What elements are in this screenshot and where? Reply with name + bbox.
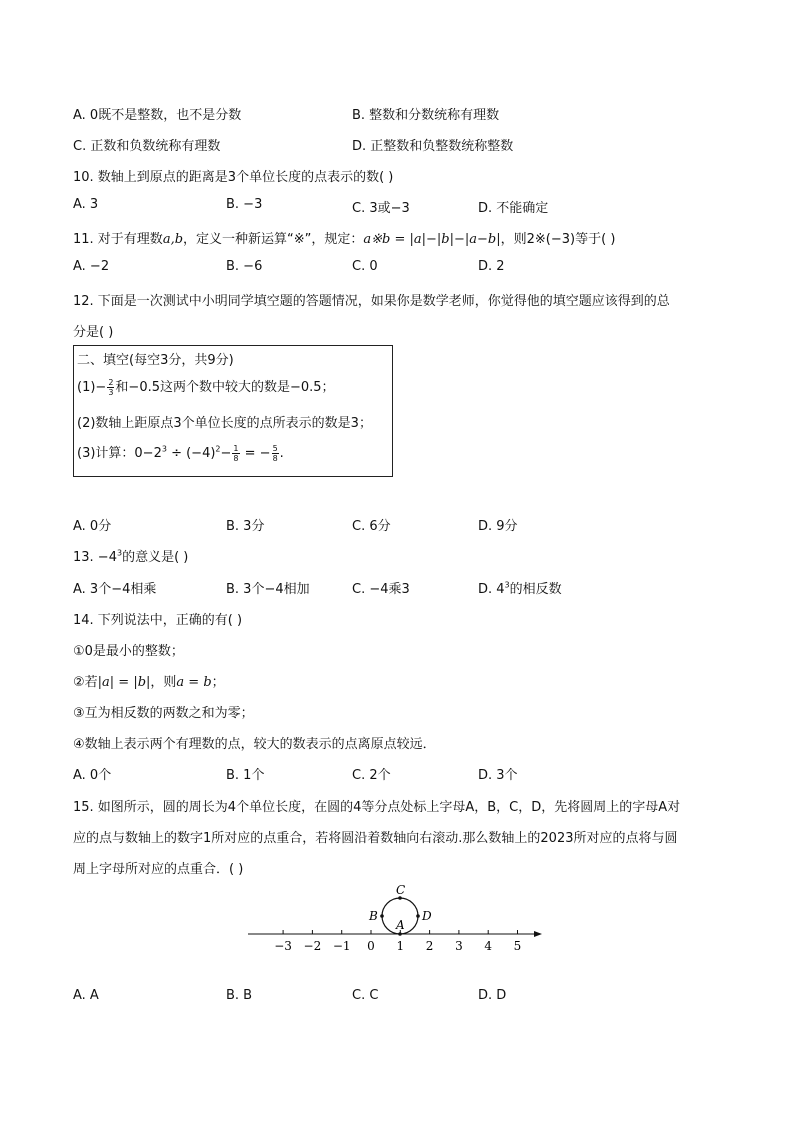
q15-option-b-text: B. B (226, 988, 253, 1003)
q15-option-d (478, 988, 506, 1003)
q9-option-d: D. 正整数和负整数统称整数 (352, 139, 514, 154)
q12-box-item2: (2)数轴上距原点3个单位长度的点所表示的数是3； (77, 416, 372, 431)
number-line-tick-label: −1 (332, 939, 351, 953)
q10-option-c: C. 3或−3 (352, 201, 410, 216)
q14-s2-formula2: a = b (176, 675, 212, 690)
q12-box-item3 (77, 442, 284, 463)
q12-item3-den2: 8 (272, 454, 278, 463)
label-b: B (369, 909, 378, 923)
q10-option-b: B. −3 (226, 197, 263, 212)
q12-item3-eq: = − (240, 446, 271, 461)
label-d: D (422, 909, 432, 923)
q9-option-a: A. 0既不是整数，也不是分数 (73, 108, 242, 123)
q12-item1-pre: (1) (77, 380, 96, 395)
point-b-dot (380, 914, 384, 918)
q14-s2-pre: ②若 (73, 675, 98, 690)
q14-option-a: A. 0个 (73, 768, 112, 783)
q14-statement-2 (73, 671, 225, 690)
q12-stem-line1: 12. 下面是一次测试中小明同学填空题的答题情况，如果你是数学老师，你觉得他的填空题应该得到的总 (73, 294, 670, 309)
q12-item3-pre: (3)计算：0−2 (77, 446, 162, 461)
q12-item3-den1: 8 (233, 454, 239, 463)
q12-item3-end: . (279, 446, 284, 461)
q12-item3-num1: 1 (233, 444, 239, 453)
q12-item3-minus: − (220, 446, 232, 461)
q12-item3-mid: ÷ (−4) (166, 446, 216, 461)
q14-stem: 14. 下列说法中，正确的有( ) (73, 613, 243, 628)
q14-s2-mid: ，则 (150, 675, 177, 690)
q12-box-title: 二、填空(每空3分，共9分) (77, 353, 234, 368)
q10-stem: 10. 数轴上到原点的距离是3个单位长度的点表示的数( ) (73, 170, 394, 185)
q15-stem-line3: 周上字母所对应的点重合．( ) (73, 862, 244, 877)
q13-stem (73, 546, 188, 565)
point-d-dot (416, 914, 420, 918)
number-line-tick-label: 5 (513, 939, 522, 953)
q13-stem-post: 的意义是( ) (122, 550, 189, 565)
q15-option-d-text: D. D (478, 988, 507, 1003)
number-line-arrow-icon (534, 931, 542, 937)
q14-s2-formula: |a| = |b| (97, 675, 151, 690)
number-line-tick-label: 0 (367, 939, 375, 953)
q15-option-a-text: A. A (73, 988, 99, 1003)
q12-item1-neg: − (95, 380, 107, 395)
q11-option-a: A. −2 (73, 259, 110, 274)
q13-stem-exp: 3 (116, 548, 123, 558)
q12-item3-exp: 3 (161, 444, 167, 454)
q11-stem-ab: a,b (162, 232, 184, 247)
q11-stem (73, 228, 615, 247)
q13-option-b: B. 3个−4相加 (226, 582, 310, 597)
q11-stem-b: ，定义一种新运算“※”，规定： (183, 232, 364, 247)
q12-item1-post: 和−0.5这两个数中较大的数是−0.5； (115, 380, 335, 395)
q15-stem-line2: 应的点与数轴上的数字1所对应的点重合，若将圆沿着数轴向右滚动.那么数轴上的2023所对应的点将与圆 (73, 831, 678, 846)
q12-option-b: B. 3分 (226, 519, 265, 534)
number-line-tick-label: 1 (396, 939, 405, 953)
q13-option-d (478, 578, 562, 597)
q9-option-b: B. 整数和分数统称有理数 (352, 108, 500, 123)
q15-number-line-figure (0, 875, 794, 965)
q15-option-c-text: C. C (352, 988, 379, 1003)
q9-option-c: C. 正数和负数统称有理数 (73, 139, 221, 154)
q13-option-d-exp: 3 (504, 580, 510, 590)
q11-stem-c: ，则2※(−3)等于( ) (500, 232, 616, 247)
q15-stem-line1: 15. 如图所示，圆的周长为4个单位长度，在圆的4等分点处标上字母A，B，C，D，先将圆周上的字母A对 (73, 800, 681, 815)
q15-option-c (352, 988, 378, 1003)
q13-stem-pre: 13. −4 (73, 550, 117, 565)
q13-option-c: C. −4乘3 (352, 582, 410, 597)
point-a-dot (398, 932, 402, 936)
q12-answer-box (73, 345, 393, 477)
q12-item3-num2: 5 (272, 444, 278, 453)
q10-option-d: D. 不能确定 (478, 201, 549, 216)
q14-option-c: C. 2个 (352, 768, 391, 783)
q11-option-d: D. 2 (478, 259, 505, 274)
q13-option-a: A. 3个−4相乘 (73, 582, 157, 597)
q11-stem-a: 11. 对于有理数 (73, 232, 163, 247)
q14-s2-end: ； (211, 675, 225, 690)
q12-item3-exp2: 2 (215, 444, 221, 454)
q14-option-d: D. 3个 (478, 768, 518, 783)
q12-option-a: A. 0分 (73, 519, 112, 534)
number-line-tick-label: −2 (303, 939, 322, 953)
q12-option-d: D. 9分 (478, 519, 518, 534)
number-line-tick-label: 3 (455, 939, 463, 953)
number-line-tick-label: 4 (484, 939, 493, 953)
q15-option-a (73, 988, 99, 1003)
q14-statement-3: ③互为相反数的两数之和为零； (73, 706, 254, 721)
number-line-tick-label: 2 (425, 939, 434, 953)
q12-stem-line2: 分是( ) (73, 325, 114, 340)
q12-box-item1 (77, 376, 335, 397)
q12-option-c: C. 6分 (352, 519, 391, 534)
q15-option-b (226, 988, 252, 1003)
q12-item1-den: 3 (108, 388, 114, 397)
q14-option-b: B. 1个 (226, 768, 265, 783)
q14-statement-1: ①0是最小的整数； (73, 644, 184, 659)
q11-option-b: B. −6 (226, 259, 263, 274)
number-line-tick-label: −3 (274, 939, 292, 953)
q11-option-c: C. 0 (352, 259, 378, 274)
q11-formula: a※b = |a|−|b|−|a−b| (363, 232, 501, 247)
label-a: A (396, 918, 405, 932)
q13-option-d-pre: D. 4 (478, 582, 505, 597)
label-c: C (396, 883, 406, 897)
q13-option-d-post: 的相反数 (509, 582, 562, 597)
q12-item1-num: 2 (108, 378, 114, 387)
q10-option-a: A. 3 (73, 197, 99, 212)
q14-statement-4: ④数轴上表示两个有理数的点，较大的数表示的点离原点较远． (73, 737, 436, 752)
